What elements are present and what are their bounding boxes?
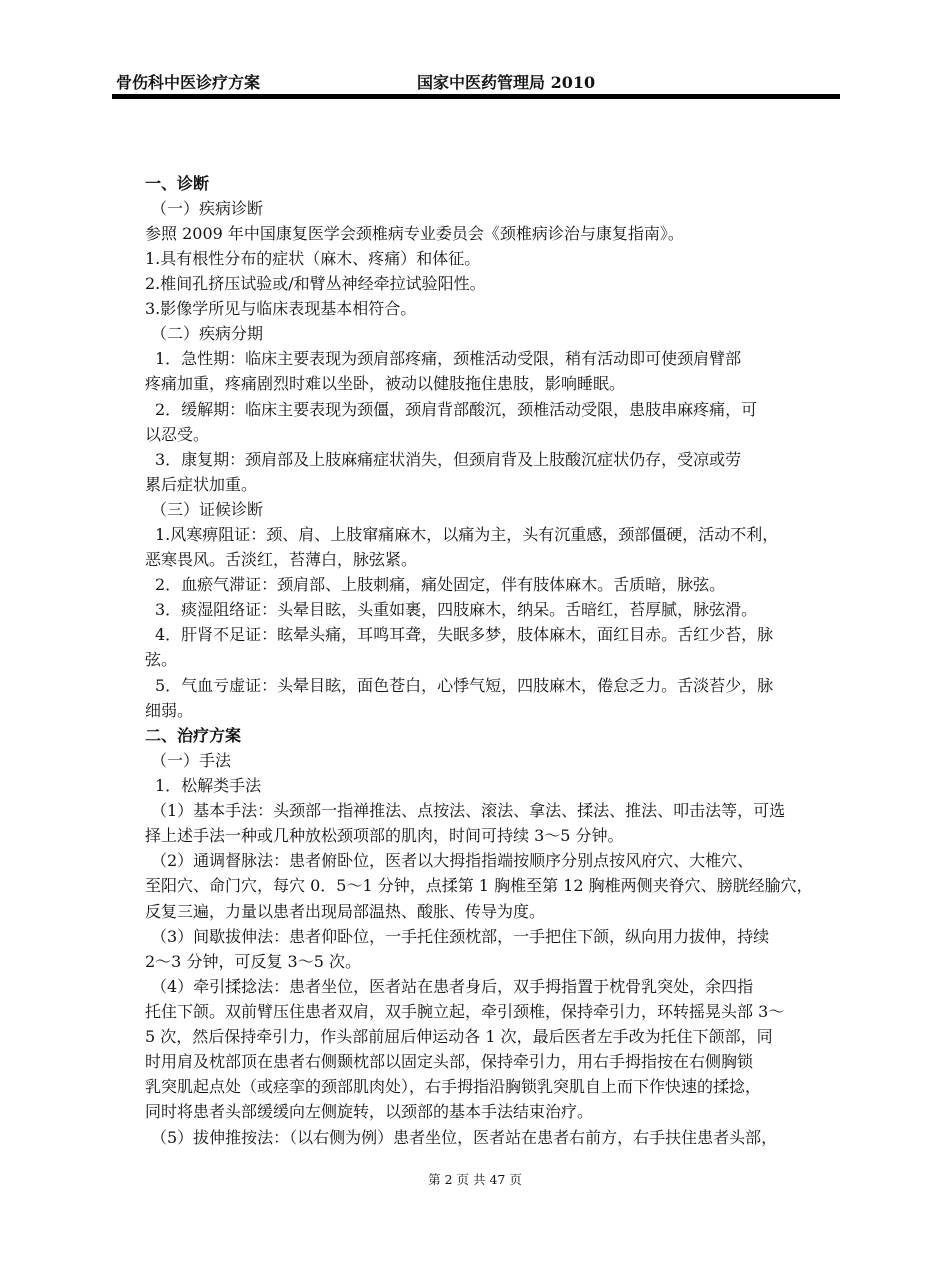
- body-text-line: 时用肩及枕部顶在患者右侧颞枕部以固定头部，保持牵引力，用右手拇指按在右侧胸锁: [145, 1052, 754, 1071]
- body-text-line: 托住下颌。双前臂压住患者双肩，双手腕立起，牵引颈椎，保持牵引力，环转摇晃头部 3～: [145, 1002, 785, 1021]
- body-text-line: 4．肝肾不足证：眩晕头痛，耳鸣耳聋，失眠多梦，肢体麻木，面红目赤。舌红少苔，脉: [155, 625, 774, 644]
- body-text-line: （5）拔伸推按法：（以右侧为例）患者坐位，医者站在患者右前方，右手扶住患者头部，: [151, 1128, 778, 1147]
- body-text-line: （4）牵引揉捻法：患者坐位，医者站在患者身后，双手拇指置于枕骨乳突处，余四指: [151, 977, 754, 996]
- subsection-heading: （一）疾病诊断: [151, 199, 264, 218]
- body-text-line: 乳突肌起点处（或痉挛的颈部肌肉处），右手拇指沿胸锁乳突肌自上而下作快速的揉捻，: [145, 1077, 762, 1096]
- body-text-line: （2）通调督脉法：患者俯卧位，医者以大拇指指端按顺序分别点按风府穴、大椎穴、: [151, 851, 754, 870]
- subsection-heading: （一）手法: [151, 751, 232, 770]
- body-text-line: 择上述手法一种或几种放松颈项部的肌肉，时间可持续 3～5 分钟。: [145, 826, 624, 845]
- body-text-line: 3．痰湿阻络证：头晕目眩，头重如裹，四肢麻木，纳呆。舌暗红，苔厚腻，脉弦滑。: [155, 600, 758, 619]
- body-text-line: 2．缓解期：临床主要表现为颈僵，颈肩背部酸沉，颈椎活动受限，患肢串麻疼痛，可: [155, 400, 758, 419]
- section-heading: 二、治疗方案: [145, 726, 242, 745]
- body-text-line: 3.影像学所见与临床表现基本相符合。: [145, 299, 417, 318]
- body-text-line: 弦。: [145, 650, 178, 669]
- header-rule: [112, 94, 840, 99]
- section-heading: 一、诊断: [145, 174, 210, 193]
- header-publisher: 国家中医药管理局 2010: [417, 73, 596, 92]
- body-text-line: 疼痛加重，疼痛剧烈时难以坐卧，被动以健肢拖住患肢，影响睡眠。: [145, 374, 626, 393]
- body-text-line: 细弱。: [145, 701, 194, 720]
- body-text-line: 2～3 分钟，可反复 3～5 次。: [145, 952, 361, 971]
- body-text-line: 2．血瘀气滞证：颈肩部、上肢刺痛，痛处固定，伴有肢体麻木。舌质暗，脉弦。: [155, 575, 726, 594]
- body-text-line: 以忍受。: [145, 425, 210, 444]
- body-text-line: 反复三遍，力量以患者出现局部温热、酸胀、传导为度。: [145, 902, 546, 921]
- body-text-line: 同时将患者头部缓缓向左侧旋转，以颈部的基本手法结束治疗。: [145, 1102, 594, 1121]
- body-text-line: 1．松解类手法: [155, 776, 262, 795]
- body-text-line: 3．康复期：颈肩部及上肢麻痛症状消失，但颈肩背及上肢酸沉症状仍存，受凉或劳: [155, 450, 742, 469]
- page-number: 第 2 页 共 47 页: [428, 1172, 522, 1187]
- body-text-line: 5．气血亏虚证：头晕目眩，面色苍白，心悸气短，四肢麻木，倦怠乏力。舌淡苔少，脉: [155, 676, 774, 695]
- body-text-line: 至阳穴、命门穴，每穴 0．5～1 分钟，点揉第 1 胸椎至第 12 胸椎两侧夹脊穴、膀胱经腧穴，: [145, 876, 813, 895]
- body-text-line: 累后症状加重。: [145, 475, 258, 494]
- body-text-line: 1．急性期：临床主要表现为颈肩部疼痛，颈椎活动受限，稍有活动即可使颈肩臂部: [155, 349, 742, 368]
- running-header: [112, 70, 840, 92]
- header-title: 骨伤科中医诊疗方案: [116, 73, 261, 92]
- body-text-line: 2.椎间孔挤压试验或/和臂丛神经牵拉试验阳性。: [145, 274, 486, 293]
- subsection-heading: （二）疾病分期: [151, 324, 264, 343]
- body-text-line: 5 次，然后保持牵引力，作头部前屈后伸运动各 1 次，最后医者左手改为托住下颌部，同: [145, 1027, 773, 1046]
- body-text-line: 1.具有根性分布的症状（麻木、疼痛）和体征。: [145, 249, 481, 268]
- body-text-line: 1.风寒痹阻证：颈、肩、上肢窜痛麻木，以痛为主，头有沉重感，颈部僵硬，活动不利，: [155, 525, 779, 544]
- body-text-line: 参照 2009 年中国康复医学会颈椎病专业委员会《颈椎病诊治与康复指南》。: [145, 224, 684, 243]
- body-text-line: （3）间歇拔伸法：患者仰卧位，一手托住颈枕部，一手把住下颌，纵向用力拔伸，持续: [151, 927, 770, 946]
- subsection-heading: （三）证候诊断: [151, 500, 264, 519]
- body-text-line: 恶寒畏风。舌淡红，苔薄白，脉弦紧。: [145, 550, 418, 569]
- body-text-line: （1）基本手法：头颈部一指禅推法、点按法、滚法、拿法、揉法、推法、叩击法等，可选: [151, 801, 786, 820]
